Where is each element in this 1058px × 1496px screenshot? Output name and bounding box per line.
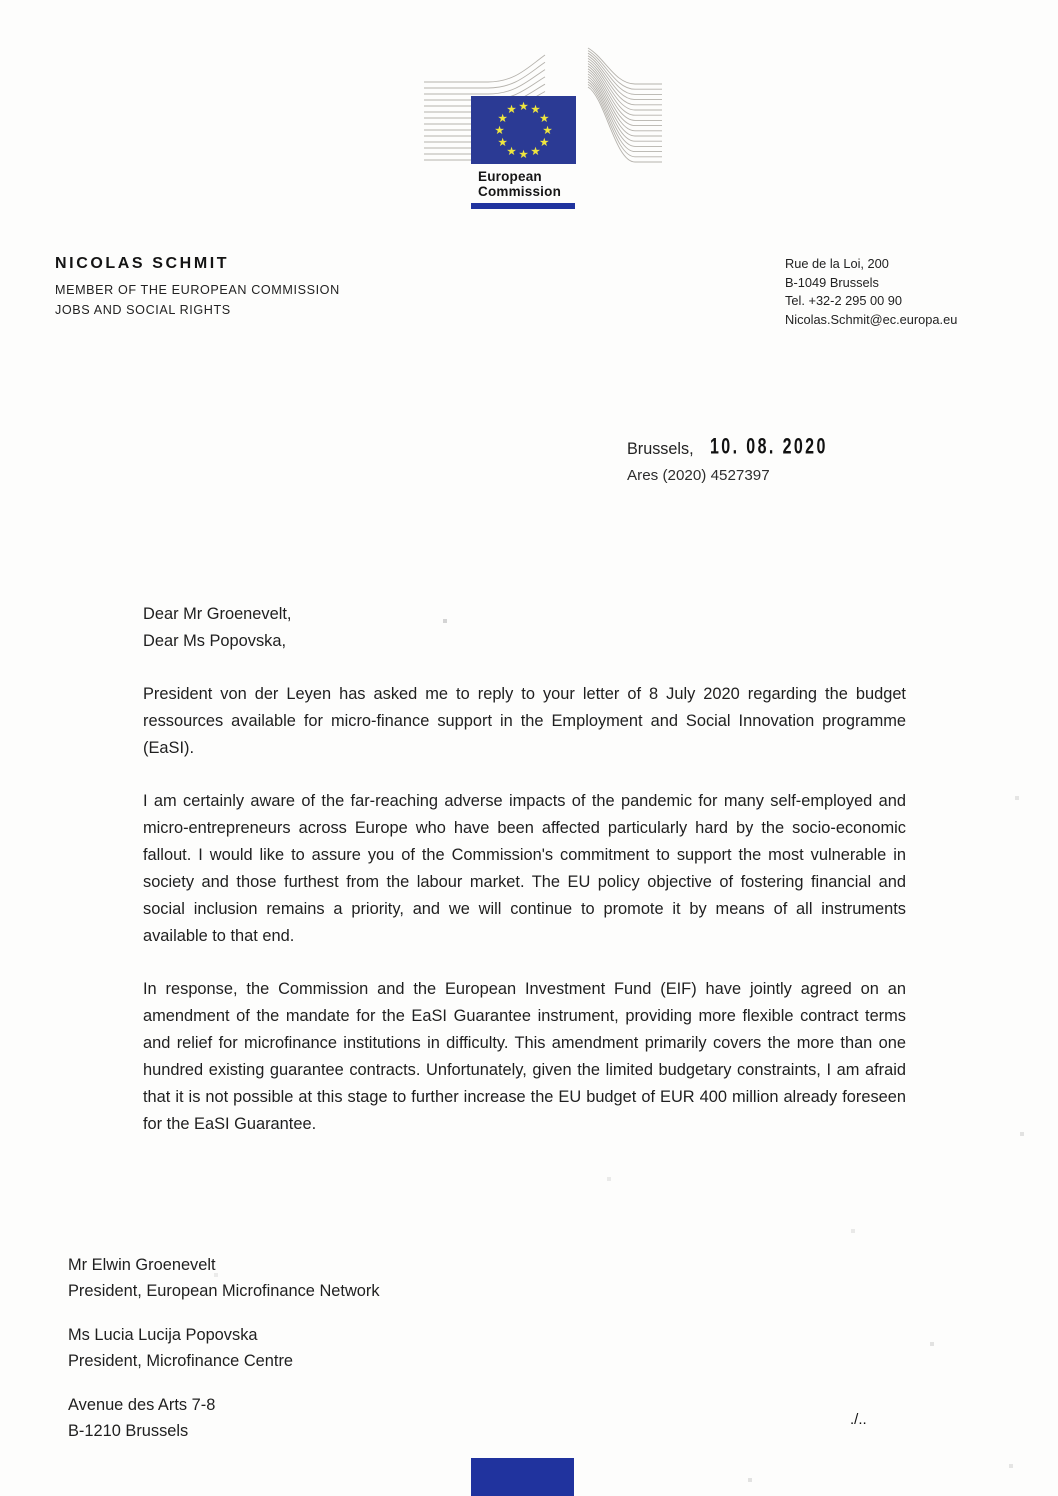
svg-text:★: ★ [530,102,541,117]
salutation [143,601,906,655]
recipient-address-line2: B-1210 Brussels [68,1422,189,1440]
contact-address-line1: Rue de la Loi, 200 [785,256,889,271]
letter-body [143,601,906,1164]
body-paragraph-2: I am certainly aware of the far-reaching adverse impacts of the pandemic for many self-employed and micro-entrepreneurs across Europe who have been affected particularly hard by the socio-economic fallout. I would like to assure you of the Commission's commitment to support the most vulnerable in society and those furthest from the labour market. The EU policy objective of fostering financial and social inclusion remains a priority, and we will continue to promote it by means of all instruments available to that end. [143,792,906,945]
continuation-mark: ./.. [850,1411,867,1428]
svg-text:★: ★ [497,135,508,149]
sender-block [55,255,340,320]
svg-text:★: ★ [518,99,529,113]
contact-phone: Tel. +32-2 295 00 90 [785,293,903,308]
recipient-address [68,1392,380,1444]
recipient-2-name: Ms Lucia Lucija Popovska [68,1326,258,1344]
eu-flag-icon [471,96,576,164]
recipient-1 [68,1252,380,1304]
recipient-1-name: Mr Elwin Groenevelt [68,1256,216,1274]
dateline-city: Brussels, [627,440,694,458]
svg-text:★: ★ [518,147,529,161]
recipient-2 [68,1322,380,1374]
svg-text:★: ★ [530,143,541,158]
contact-block [785,255,957,329]
logo-line-2: Commission [478,184,562,199]
logo-line-1: European [478,169,542,184]
recipients-block [68,1252,380,1462]
svg-text:★: ★ [497,111,508,125]
footer-blue-bar [471,1458,574,1496]
svg-text:★: ★ [494,123,505,137]
recipient-address-line1: Avenue des Arts 7-8 [68,1396,216,1414]
svg-text:★: ★ [542,123,553,137]
svg-text:★: ★ [506,102,517,117]
contact-address-line2: B-1049 Brussels [785,274,879,290]
recipient-1-title: President, European Microfinance Network [68,1282,380,1300]
date-stamp: 10. 08. 2020 [709,434,828,459]
salutation-line-2: Dear Ms Popovska, [143,632,287,650]
svg-text:★: ★ [539,111,550,125]
body-paragraph-3: In response, the Commission and the European Investment Fund (EIF) have jointly agreed on an amendment of the mandate for the EaSI Guarantee instrument, providing more flexible contract terms and relief for microfinance institutions in difficulty. This amendment primarily covers the more than one hundred existing guarantee contracts. Unfortunately, given the limited budgetary constraints, I am afraid that it is not possible at this stage to further increase the EU budget of EUR 400 million already foreseen for the EaSI Guarantee. [143,980,906,1133]
sender-name: NICOLAS SCHMIT [55,255,230,272]
body-paragraph-1: President von der Leyen has asked me to reply to your letter of 8 July 2020 regarding the budget ressources available for micro-finance support in the Employment and Social Innovation programme (EaSI). [143,685,906,757]
dateline-block [627,434,857,484]
svg-text:★: ★ [506,143,517,158]
salutation-line-1: Dear Mr Groenevelt, [143,605,292,623]
sender-portfolio: JOBS AND SOCIAL RIGHTS [55,303,231,317]
contact-email: Nicolas.Schmit@ec.europa.eu [785,311,958,327]
recipient-2-title: President, Microfinance Centre [68,1352,294,1370]
scan-speckles [0,0,2,2]
ec-logo-wordmark [478,169,561,199]
ec-logo-blue-bar [471,203,575,209]
sender-title: MEMBER OF THE EUROPEAN COMMISSION [55,283,340,297]
ares-reference: Ares (2020) 4527397 [627,467,770,484]
svg-text:★: ★ [539,135,550,149]
